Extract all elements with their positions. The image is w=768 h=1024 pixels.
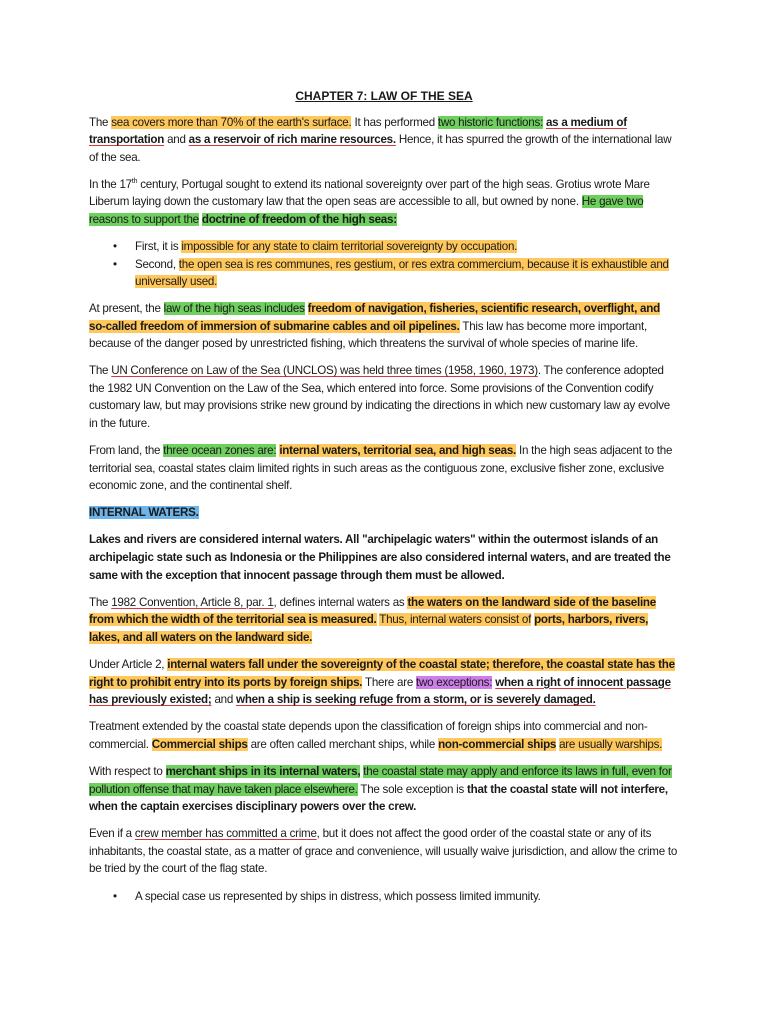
highlight-blue-heading: INTERNAL WATERS. xyxy=(89,506,199,520)
highlight-green: three ocean zones are: xyxy=(163,444,277,458)
text: The xyxy=(89,595,109,609)
highlight-yellow-bold: the waters on the landward side of the baseline from which the width of the territorial sea is measured. xyxy=(89,595,656,627)
highlight-green-bold: doctrine of freedom of the high seas: xyxy=(201,213,397,227)
underlined-bold: as a reservoir of rich marine resources. xyxy=(188,133,396,147)
underlined-bold: when a right of innocent passage has previously existed; xyxy=(89,675,671,707)
highlight-green: law of the high seas includes xyxy=(163,301,305,315)
highlight-yellow: Thus, internal waters consist of xyxy=(379,613,532,627)
text: This law has become more important, because of the danger posed by unrestricted fishing, which threatens the survival of whole species of marine life. xyxy=(89,319,647,351)
paragraph-article8 xyxy=(89,594,679,647)
list-item xyxy=(89,256,679,291)
text: With respect to xyxy=(89,765,163,778)
text: and xyxy=(214,693,234,707)
text: At present, the xyxy=(89,301,161,315)
highlight-green: two historic functions: xyxy=(437,115,543,129)
paragraph-intro xyxy=(89,114,679,167)
highlight-yellow: are usually warships. xyxy=(559,737,663,751)
text: are often called merchant ships, while xyxy=(250,737,436,751)
chapter-title: CHAPTER 7: LAW OF THE SEA xyxy=(295,89,473,103)
list-item xyxy=(89,238,679,256)
bullet-list-reasons xyxy=(89,238,679,291)
text: The xyxy=(89,364,109,378)
section-heading-internal-waters xyxy=(89,504,679,522)
text: The sole exception is xyxy=(360,782,465,796)
underlined-bold: when a ship is seeking refuge from a storm, or is severely damaged. xyxy=(236,693,596,707)
paragraph-history xyxy=(89,176,679,229)
text: The xyxy=(89,115,109,129)
highlight-yellow-bold: internal waters, territorial sea, and high seas. xyxy=(279,444,517,458)
text: There are xyxy=(365,675,414,689)
text: In the high seas adjacent to the territorial sea, coastal states claim limited rights in such areas as the contiguous zone, exclusive fisher zone, exclusive economic zone, and the continental shelf. xyxy=(89,444,673,493)
highlight-yellow-bold: non-commercial ships xyxy=(438,737,557,751)
text: . The conference adopted the 1982 UN Convention on the Law of the Sea, which entered into force. Some provisions of the Convention codify customary law, but may provisions strike new ground by indicating the directions in which new customary law ay evolve in the future. xyxy=(89,364,670,430)
text: and xyxy=(167,133,186,147)
underlined-text: 1982 Convention, Article 8, par. 1 xyxy=(111,595,274,609)
paragraph-crew-crime xyxy=(89,825,679,878)
underlined-bold: as a medium of transportation xyxy=(89,115,627,147)
highlight-yellow: the open sea is res communes, res gestium, or res extra commercium, because it is exhaustible and universally used. xyxy=(135,257,669,289)
highlight-yellow-bold: Commercial ships xyxy=(151,737,248,751)
highlight-green: the coastal state may apply and enforce its laws in full, even for pollution offense that may have taken place elsewhere. xyxy=(89,765,672,796)
text: Second, xyxy=(135,257,176,271)
highlight-yellow: impossible for any state to claim territorial sovereignty by occupation. xyxy=(181,240,518,254)
text: Even if a xyxy=(89,827,132,841)
document-page xyxy=(89,88,679,914)
paragraph-lakes-rivers xyxy=(89,531,679,584)
highlight-purple: two exceptions: xyxy=(416,675,493,689)
highlight-yellow-bold: freedom of navigation, fisheries, scientific research, overflight, and so-called freedom of immersion of submarine cables and oil pipelines. xyxy=(89,301,660,333)
bold-text: that the coastal state will not interfere, when the captain exercises disciplinary powers over the crew. xyxy=(89,782,668,814)
text: , defines internal waters as xyxy=(273,595,405,609)
highlight-green: He gave two reasons to support the xyxy=(89,195,644,227)
paragraph-unclos xyxy=(89,362,679,432)
highlight-yellow: sea covers more than 70% of the earth's surface. xyxy=(111,115,352,129)
underlined-text: UN Conference on Law of the Sea (UNCLOS) was held three times (1958, 1960, 1973) xyxy=(111,364,538,378)
superscript: th xyxy=(131,178,138,186)
text: Hence, it has spurred the growth of the international law of the sea. xyxy=(89,133,672,164)
underlined-text: crew member has committed a crime xyxy=(134,827,317,841)
text: Treatment extended by the coastal state depends upon the classification of foreign ships into commercial and non-commercial. xyxy=(89,720,648,751)
highlight-yellow-bold: internal waters fall under the sovereignty of the coastal state; therefore, the coastal state has the right to prohibit entry into its ports by foreign ships. xyxy=(89,658,675,689)
text: In the 17 xyxy=(89,177,132,191)
highlight-yellow-bold: ports, harbors, rivers, lakes, and all waters on the landward side. xyxy=(89,613,649,644)
list-item xyxy=(89,888,679,906)
bullet-list-distress xyxy=(89,888,679,906)
bold-text: Lakes and rivers are considered internal waters. All "archipelagic waters" within the outermost islands of an archipelagic state such as Indonesia or the Philippines are also considered internal waters, and are treated the same with the exception that innocent passage through them must be allowed. xyxy=(89,533,671,582)
text: A special case us represented by ships in distress, which possess limited immunity. xyxy=(135,889,541,903)
text: century, Portugal sought to extend its national sovereignty over part of the high seas. Grotius wrote Mare Liberum laying down the customary law that the open seas are accessible to all, but owned by none. xyxy=(89,177,650,209)
text: Under Article 2, xyxy=(89,658,165,672)
paragraph-merchant-ships xyxy=(89,763,679,816)
paragraph-present xyxy=(89,300,679,353)
paragraph-article2 xyxy=(89,656,679,709)
highlight-green-bold: merchant ships in its internal waters, xyxy=(165,765,361,778)
text: From land, the xyxy=(89,444,161,458)
paragraph-treatment xyxy=(89,718,679,753)
paragraph-zones xyxy=(89,442,679,495)
text: It has performed xyxy=(354,115,435,129)
text: First, it is xyxy=(135,240,179,254)
text: , but it does not affect the good order of the coastal state or any of its inhabitants, the coastal state, as a matter of grace and convenience, will usually waive jurisdiction, and allow the crime to be tried by the court of the flag state. xyxy=(89,827,678,876)
